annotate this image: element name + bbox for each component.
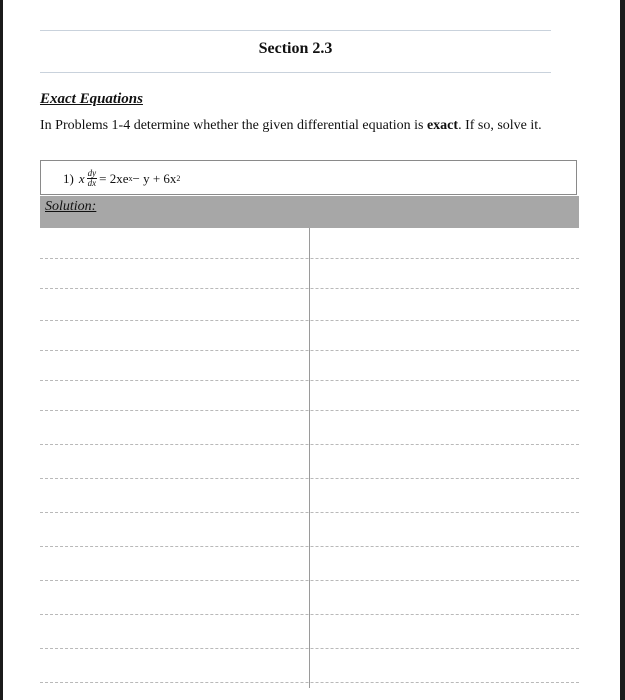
- writing-line: [40, 580, 579, 581]
- writing-line: [40, 320, 579, 321]
- writing-line: [40, 682, 579, 683]
- writing-line: [40, 648, 579, 649]
- writing-line: [40, 410, 579, 411]
- topic-heading: Exact Equations: [40, 91, 143, 107]
- problem-number: 1): [63, 170, 74, 186]
- solution-label: Solution:: [45, 199, 97, 214]
- problem-box: [40, 160, 577, 195]
- header-rule-top: [40, 30, 551, 31]
- writing-line: [40, 614, 579, 615]
- instructions-bold-word: exact: [426, 118, 459, 133]
- writing-line: [40, 478, 579, 479]
- header-rule-bottom: [40, 72, 551, 73]
- writing-line: [40, 258, 579, 259]
- writing-line: [40, 444, 579, 445]
- section-title: Section 2.3: [258, 40, 333, 57]
- writing-line: [40, 380, 579, 381]
- equation-rhs-part-2: − y + 6x: [132, 170, 177, 186]
- fraction-numerator: dy: [87, 168, 97, 178]
- writing-line: [40, 350, 579, 351]
- equation-exponent-1: x: [128, 174, 133, 183]
- equation-lhs-variable: x: [78, 170, 85, 186]
- page-edge-right: [620, 0, 625, 700]
- page-edge-left: [0, 0, 3, 700]
- answer-grid: [40, 228, 579, 688]
- instructions-text: [40, 117, 585, 134]
- instructions-part-1: In Problems 1-4 determine whether the given differential equation is: [40, 118, 427, 133]
- solution-header-bar: [40, 196, 579, 228]
- grid-column-divider: [309, 228, 310, 688]
- writing-line: [40, 288, 579, 289]
- problem-equation: [63, 169, 180, 188]
- writing-line: [40, 546, 579, 547]
- instructions-part-2: . If so, solve it.: [458, 118, 542, 133]
- fraction-denominator: dx: [87, 178, 97, 188]
- equation-exponent-2: 2: [176, 174, 181, 183]
- equation-rhs-part-1: = 2xe: [99, 170, 129, 186]
- writing-line: [40, 512, 579, 513]
- derivative-fraction: [87, 169, 98, 188]
